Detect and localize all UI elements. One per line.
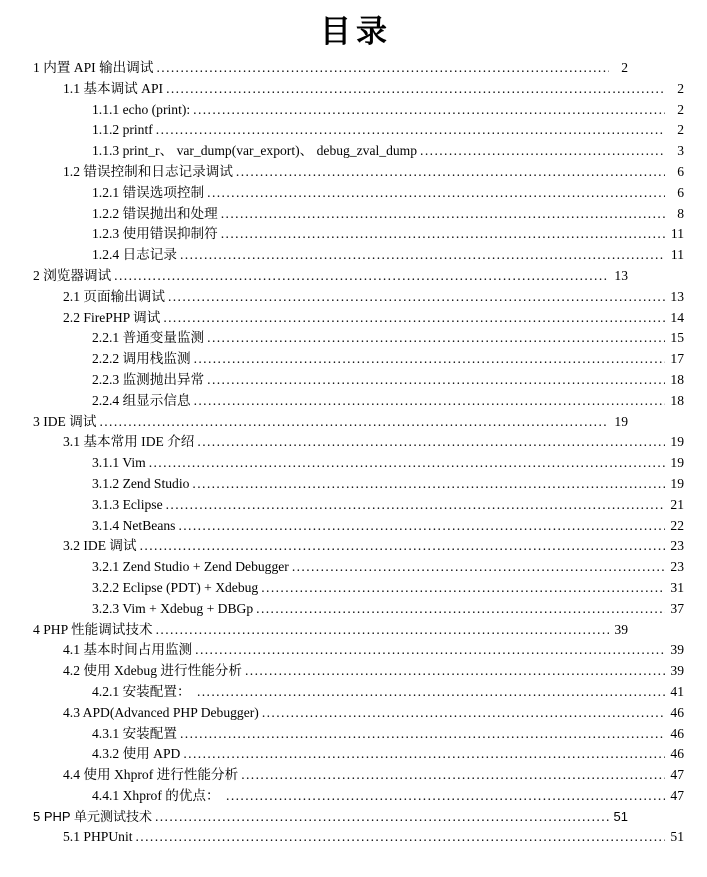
toc-entry[interactable]	[33, 58, 628, 79]
toc-entry-label: 3.2 IDE 调试	[63, 538, 137, 554]
toc-leader-dots	[156, 620, 609, 641]
toc-entry-label: 1.2.1 错误选项控制	[92, 184, 205, 200]
toc-entry[interactable]	[33, 827, 684, 848]
toc-entry-label: 4.3 APD(Advanced PHP Debugger)	[63, 704, 259, 720]
toc-leader-dots	[155, 807, 609, 828]
toc-entry[interactable]	[33, 640, 684, 661]
toc-page-number: 3	[677, 143, 684, 159]
toc-page-number: 6	[677, 163, 684, 179]
toc-entry-label: 3.1.2 Zend Studio	[92, 475, 190, 491]
toc-leader-dots	[221, 204, 665, 225]
toc-leader-dots	[166, 79, 665, 100]
toc-entry-label: 1.2.4 日志记录	[92, 247, 177, 263]
toc-leader-dots	[207, 328, 665, 349]
toc-entry[interactable]	[33, 724, 684, 745]
toc-entry-label: 4.3.1 安装配置	[92, 725, 177, 741]
toc-entry[interactable]	[33, 183, 684, 204]
toc-entry[interactable]	[33, 432, 684, 453]
toc-leader-dots	[236, 162, 665, 183]
toc-entry-label: 1.2.2 错误抛出和处理	[92, 205, 218, 221]
toc-entry[interactable]	[33, 599, 684, 620]
toc-entry-label: 2.2.3 监测抛出异常	[92, 371, 205, 387]
toc-page-number: 17	[670, 351, 684, 367]
toc-entry-label: 3.1 基本常用 IDE 介绍	[63, 434, 195, 450]
toc-entry-label: 4.1 基本时间占用监测	[63, 642, 193, 658]
toc-leader-dots	[262, 703, 665, 724]
toc-entry-label: 3.2.1 Zend Studio + Zend Debugger	[92, 559, 289, 575]
toc-page-number: 47	[670, 787, 684, 803]
toc-leader-dots	[99, 412, 609, 433]
toc-entry-label: 1.2 错误控制和日志记录调试	[63, 163, 233, 179]
toc-entry-label: 5.1 PHPUnit	[63, 829, 133, 845]
toc-entry[interactable]	[33, 661, 684, 682]
toc-entry[interactable]	[33, 224, 684, 245]
toc-page-number: 18	[670, 371, 684, 387]
toc-entry-label: 2.2.1 普通变量监测	[92, 330, 205, 346]
toc-entry-label: 5 PHP 单元测试技术	[33, 808, 152, 824]
toc-entry[interactable]	[33, 287, 684, 308]
toc-leader-dots	[178, 516, 665, 537]
toc-page-number: 46	[670, 725, 684, 741]
toc-leader-dots	[140, 536, 665, 557]
toc-page-number: 41	[670, 683, 684, 699]
toc-leader-dots	[149, 453, 665, 474]
toc-entry-label: 1.2.3 使用错误抑制符	[92, 226, 218, 242]
toc-entry-label: 3 IDE 调试	[33, 413, 97, 429]
toc-page-number: 47	[670, 767, 684, 783]
toc-leader-dots	[195, 640, 665, 661]
toc-entry-label: 4.4.1 Xhprof 的优点：	[92, 787, 224, 803]
toc-entry-label: 4.3.2 使用 APD	[92, 746, 181, 762]
toc-entry[interactable]	[33, 328, 684, 349]
toc-entry[interactable]	[33, 703, 684, 724]
toc-leader-dots	[241, 765, 665, 786]
toc-entry[interactable]	[33, 204, 684, 225]
toc-entry[interactable]	[33, 245, 684, 266]
toc-page-number: 39	[670, 642, 684, 658]
toc-entry[interactable]	[33, 453, 684, 474]
toc-entry[interactable]	[33, 578, 684, 599]
toc-leader-dots	[114, 266, 609, 287]
toc-leader-dots	[136, 827, 666, 848]
toc-entry-label: 3.2.3 Vim + Xdebug + DBGp	[92, 600, 254, 616]
toc-leader-dots	[197, 432, 665, 453]
toc-entry-label: 1.1 基本调试 API	[63, 80, 164, 96]
toc-entry-label: 3.2.2 Eclipse (PDT) + Xdebug	[92, 579, 259, 595]
toc-page-number: 23	[670, 559, 684, 575]
toc-entry[interactable]	[33, 536, 684, 557]
toc-page-number: 51	[670, 829, 684, 845]
toc-entry[interactable]	[33, 308, 684, 329]
toc-leader-dots	[156, 120, 665, 141]
toc-page-number: 21	[670, 496, 684, 512]
toc-page-number: 19	[670, 434, 684, 450]
toc-page-number: 51	[613, 808, 628, 824]
toc-entry-label: 2.1 页面输出调试	[63, 288, 165, 304]
toc-page-number: 19	[670, 455, 684, 471]
toc-leader-dots	[156, 58, 609, 79]
page-title: 目录	[320, 14, 392, 49]
toc-page-number: 46	[670, 746, 684, 762]
toc-leader-dots	[292, 557, 665, 578]
toc-entry-label: 3.1.1 Vim	[92, 455, 146, 471]
toc-entry[interactable]	[33, 765, 684, 786]
toc-page-number: 8	[677, 205, 684, 221]
toc-page-number: 13	[670, 288, 684, 304]
toc-entry[interactable]	[33, 516, 684, 537]
toc-entry[interactable]	[33, 786, 684, 807]
toc-entry[interactable]	[33, 807, 628, 828]
toc-entry[interactable]	[33, 141, 684, 162]
toc-leader-dots	[194, 391, 665, 412]
toc-page-number: 11	[670, 247, 684, 263]
toc-entry[interactable]	[33, 474, 684, 495]
toc-leader-dots	[245, 661, 665, 682]
toc-page-number: 46	[670, 704, 684, 720]
toc-entry-label: 3.1.3 Eclipse	[92, 496, 163, 512]
toc-entry[interactable]	[33, 744, 684, 765]
toc-entry[interactable]	[33, 495, 684, 516]
toc-page-number: 13	[614, 267, 628, 283]
toc-entry[interactable]	[33, 557, 684, 578]
toc-entry[interactable]	[33, 412, 628, 433]
toc-entry-label: 2.2 FirePHP 调试	[63, 309, 161, 325]
toc-page-number: 2	[677, 122, 684, 138]
toc-entry-label: 2 浏览器调试	[33, 267, 112, 283]
toc-leader-dots	[207, 370, 665, 391]
toc-leader-dots	[420, 141, 665, 162]
toc-entry-label: 1.1.1 echo (print):	[92, 101, 191, 117]
toc-leader-dots	[261, 578, 665, 599]
toc-leader-dots	[180, 245, 665, 266]
toc-page-number: 6	[677, 184, 684, 200]
table-of-contents	[0, 55, 707, 848]
toc-page-number: 39	[670, 663, 684, 679]
toc-leader-dots	[163, 308, 665, 329]
toc-entry-label: 4 PHP 性能调试技术	[33, 621, 153, 637]
toc-page-number: 22	[670, 517, 684, 533]
toc-leader-dots	[180, 724, 665, 745]
toc-page-number: 31	[670, 579, 684, 595]
toc-entry[interactable]	[33, 120, 684, 141]
toc-entry-label: 2.2.4 组显示信息	[92, 392, 191, 408]
toc-entry-label: 1.1.3 print_r、 var_dump(var_export)、 debug_zval_dump	[92, 143, 418, 159]
toc-leader-dots	[197, 682, 665, 703]
toc-page-number: 2	[621, 60, 628, 75]
toc-entry[interactable]	[33, 349, 684, 370]
toc-page-number: 39	[614, 621, 628, 637]
toc-page-number: 2	[677, 80, 684, 96]
toc-page-number: 2	[677, 101, 684, 117]
toc-leader-dots	[166, 495, 665, 516]
toc-page-number: 11	[670, 226, 684, 242]
toc-leader-dots	[221, 224, 665, 245]
toc-leader-dots	[207, 183, 665, 204]
toc-entry-label: 2.2.2 调用栈监测	[92, 351, 191, 367]
toc-entry-label: 1.1.2 printf	[92, 122, 153, 138]
toc-entry[interactable]	[33, 620, 628, 641]
toc-entry[interactable]	[33, 100, 684, 121]
toc-page-number: 19	[614, 413, 628, 429]
toc-entry-label: 1 内置 API 输出调试	[33, 60, 154, 75]
toc-leader-dots	[183, 744, 665, 765]
toc-page-number: 23	[670, 538, 684, 554]
toc-entry-label: 4.2 使用 Xdebug 进行性能分析	[63, 663, 242, 679]
toc-entry[interactable]	[33, 370, 684, 391]
toc-entry[interactable]	[33, 391, 684, 412]
toc-entry[interactable]	[33, 79, 684, 100]
toc-entry-label: 3.1.4 NetBeans	[92, 517, 176, 533]
toc-page-number: 15	[670, 330, 684, 346]
toc-entry-label: 4.2.1 安装配置：	[92, 683, 194, 699]
toc-entry[interactable]	[33, 162, 684, 183]
toc-leader-dots	[256, 599, 665, 620]
toc-page-number: 37	[670, 600, 684, 616]
toc-entry[interactable]	[33, 266, 628, 287]
toc-leader-dots	[168, 287, 665, 308]
toc-leader-dots	[193, 100, 665, 121]
toc-page-number: 19	[670, 475, 684, 491]
toc-entry[interactable]	[33, 682, 684, 703]
toc-leader-dots	[226, 786, 665, 807]
toc-page-number: 14	[670, 309, 684, 325]
toc-entry-label: 4.4 使用 Xhprof 进行性能分析	[63, 767, 239, 783]
toc-leader-dots	[194, 349, 665, 370]
toc-leader-dots	[192, 474, 665, 495]
toc-page-number: 18	[670, 392, 684, 408]
